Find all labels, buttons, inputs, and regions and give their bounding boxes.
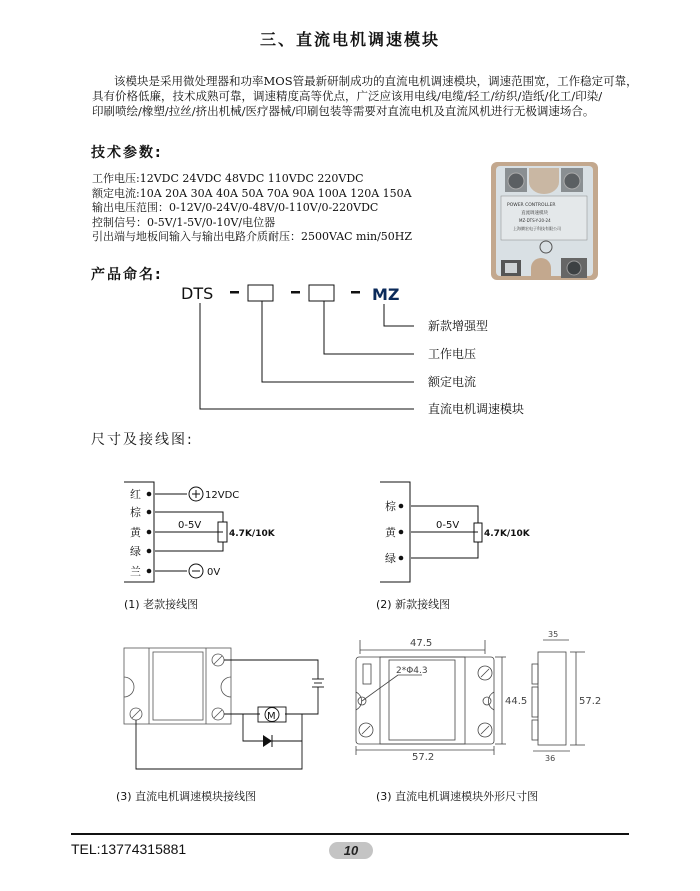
naming-label-current: 额定电流: [428, 375, 477, 389]
photo-label-3: MZ-DTS-Y-20-24: [519, 218, 551, 223]
intro-paragraph: [92, 74, 652, 119]
new-pot-label: 4.7K/10K: [484, 529, 530, 539]
dimension-caption: (3) 直流电机调速模块外形尺寸图: [376, 790, 539, 803]
spec-voltage: 工作电压:12VDC 24VDC 48VDC 110VDC 220VDC: [92, 172, 364, 185]
signal-label: 0-5V: [178, 520, 202, 531]
naming-label-module: 直流电机调速模块: [428, 402, 525, 416]
photo-label-4: 上海腾宏电子科技有限公司: [513, 226, 561, 231]
intro-line-1: 该模块是采用微处理器和功率MOS管最新研制成功的直流电机调速模块，调速范围宽，工作稳定可靠，: [114, 74, 638, 88]
spec-dielectric: 引出端与地板间输入与输出电路介质耐压：2500VAC min/50HZ: [92, 230, 413, 243]
dim-hole: 2*Φ4.3: [396, 666, 428, 676]
dim-width-top: 47.5: [410, 638, 433, 649]
naming-prefix: DTS: [181, 284, 214, 303]
module-wiring-caption: (3) 直流电机调速模块接线图: [116, 790, 257, 803]
wire-green: 绿: [130, 545, 141, 558]
naming-suffix: MZ: [372, 285, 400, 304]
specs-heading: 技术参数:: [91, 145, 163, 161]
photo-label-1: POWER CONTROLLER: [507, 203, 556, 208]
wire-brown: 棕: [130, 506, 141, 519]
photo-label-2: 直流调速模块: [521, 211, 548, 216]
intro-line-3: 印刷喷绘/橡塑/拉丝/挤出机械/医疗器械/印刷包装等需要对直流电机及直流风机进行无极调速场合。: [92, 104, 595, 118]
wire-yellow: 黄: [130, 526, 141, 539]
new-wire-yellow: 黄: [385, 526, 396, 539]
current-code-box: [248, 285, 273, 301]
naming-heading: 产品命名:: [91, 267, 163, 283]
new-wiring-caption: (2) 新款接线图: [376, 598, 451, 611]
wiring-heading: 尺寸及接线图:: [91, 432, 194, 448]
new-wire-green: 绿: [385, 552, 396, 565]
spec-current: 额定电流:10A 20A 30A 40A 50A 70A 90A 100A 120A 150A: [92, 186, 412, 200]
footer-divider: [71, 833, 629, 835]
diode-icon: [263, 735, 272, 747]
motor-label: M: [267, 711, 276, 722]
naming-label-mz: 新款增强型: [428, 319, 489, 333]
dim-side-height: 57.2: [579, 696, 602, 707]
page-title: 三、直流电机调速模块: [259, 30, 440, 49]
new-signal-label: 0-5V: [436, 520, 460, 531]
page-number: 10: [329, 842, 373, 859]
product-photo: [491, 162, 598, 280]
plus-12vdc-label: 12VDC: [205, 490, 240, 501]
module-wiring-diagram: [110, 635, 340, 805]
dim-side-bottom: 36: [545, 754, 556, 763]
old-wiring-caption: (1) 老款接线图: [124, 598, 199, 611]
product-photo-drawing: [491, 162, 598, 280]
new-wire-brown: 棕: [385, 500, 396, 513]
spec-output-range: 输出电压范围：0-12V/0-24V/0-48V/0-110V/0-220VDC: [92, 201, 379, 214]
specs-list: [92, 172, 412, 245]
dim-width-bottom: 57.2: [412, 752, 435, 763]
new-wiring-diagram: [360, 480, 560, 620]
pot-label: 4.7K/10K: [229, 529, 275, 539]
wire-red: 红: [130, 488, 141, 501]
naming-label-voltage: 工作电压: [428, 347, 477, 361]
intro-line-2: 具有价格低廉，技术成熟可靠，调速精度高等优点，广泛应该用电线/电缆/轻工/纺织/造纸/化工/印染/: [92, 89, 603, 103]
old-wiring-diagram: [110, 470, 330, 620]
voltage-code-box: [309, 285, 334, 301]
dimension-diagram: [340, 630, 610, 810]
spec-control-signal: 控制信号：0-5V/1-5V/0-10V/电位器: [92, 215, 276, 229]
zero-volt-label: 0V: [207, 567, 221, 578]
dim-side-top: 35: [548, 630, 559, 639]
wire-blue: 兰: [130, 565, 141, 578]
dim-height-inner: 44.5: [505, 696, 528, 707]
footer-tel: TEL:13774315881: [71, 841, 187, 857]
